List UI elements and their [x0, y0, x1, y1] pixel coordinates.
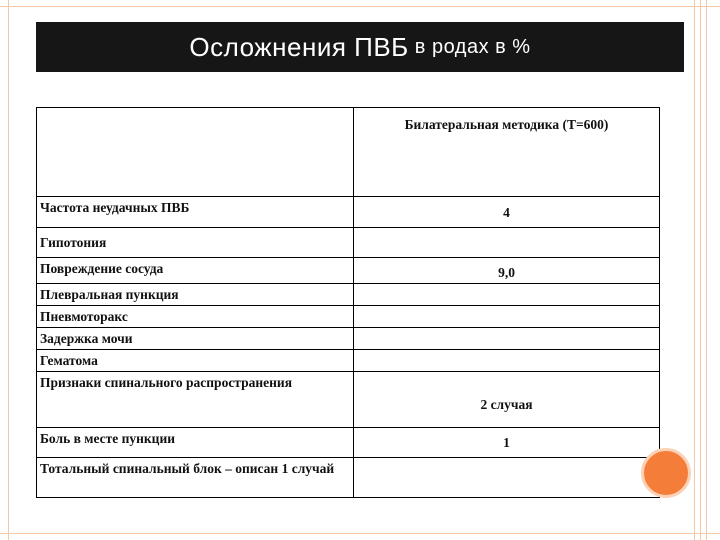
table-row: [37, 328, 660, 350]
header-cell-empty: [37, 108, 354, 197]
row-value: [354, 284, 660, 306]
row-value: 1: [354, 428, 660, 458]
frame-line-left: [8, 0, 9, 540]
row-label: Задержка мочи: [37, 328, 354, 350]
title-rest: в родах в %: [408, 35, 531, 58]
table-row: [37, 306, 660, 328]
row-label: Гематома: [37, 350, 354, 372]
row-value: [354, 350, 660, 372]
frame-line-bottom: [0, 533, 720, 534]
table-row: [37, 228, 660, 258]
title-main: Осложнения ПВБ: [189, 31, 409, 62]
header-cell-method: Билатеральная методика (Т=600): [354, 108, 660, 197]
frame-line-right-1: [694, 0, 695, 540]
decorative-circle: [641, 448, 691, 498]
table-header-row: [37, 108, 660, 197]
frame-line-right-3: [706, 0, 707, 540]
row-label: Признаки спинального распространения: [37, 372, 354, 428]
row-value: [354, 328, 660, 350]
row-value: [354, 306, 660, 328]
row-label: Плевральная пункция: [37, 284, 354, 306]
table-row: [37, 197, 660, 228]
table-row: [37, 350, 660, 372]
frame-line-right-2: [700, 0, 701, 540]
title-bar: [36, 22, 684, 72]
table-row: [37, 258, 660, 284]
row-value: 2 случая: [354, 372, 660, 428]
row-value: [354, 458, 660, 498]
row-value: 4: [354, 197, 660, 228]
row-label: Пневмоторакс: [37, 306, 354, 328]
frame-line-top: [0, 6, 720, 7]
row-value: [354, 228, 660, 258]
table-row: [37, 428, 660, 458]
row-label: Боль в месте пункции: [37, 428, 354, 458]
table-row: [37, 372, 660, 428]
table-row: [37, 284, 660, 306]
table-row: [37, 458, 660, 498]
row-label: Тотальный спинальный блок – описан 1 случай: [37, 458, 354, 498]
row-value: 9,0: [354, 258, 660, 284]
row-label: Частота неудачных ПВБ: [37, 197, 354, 228]
row-label: Повреждение сосуда: [37, 258, 354, 284]
complications-table: [36, 107, 660, 498]
row-label: Гипотония: [37, 228, 354, 258]
